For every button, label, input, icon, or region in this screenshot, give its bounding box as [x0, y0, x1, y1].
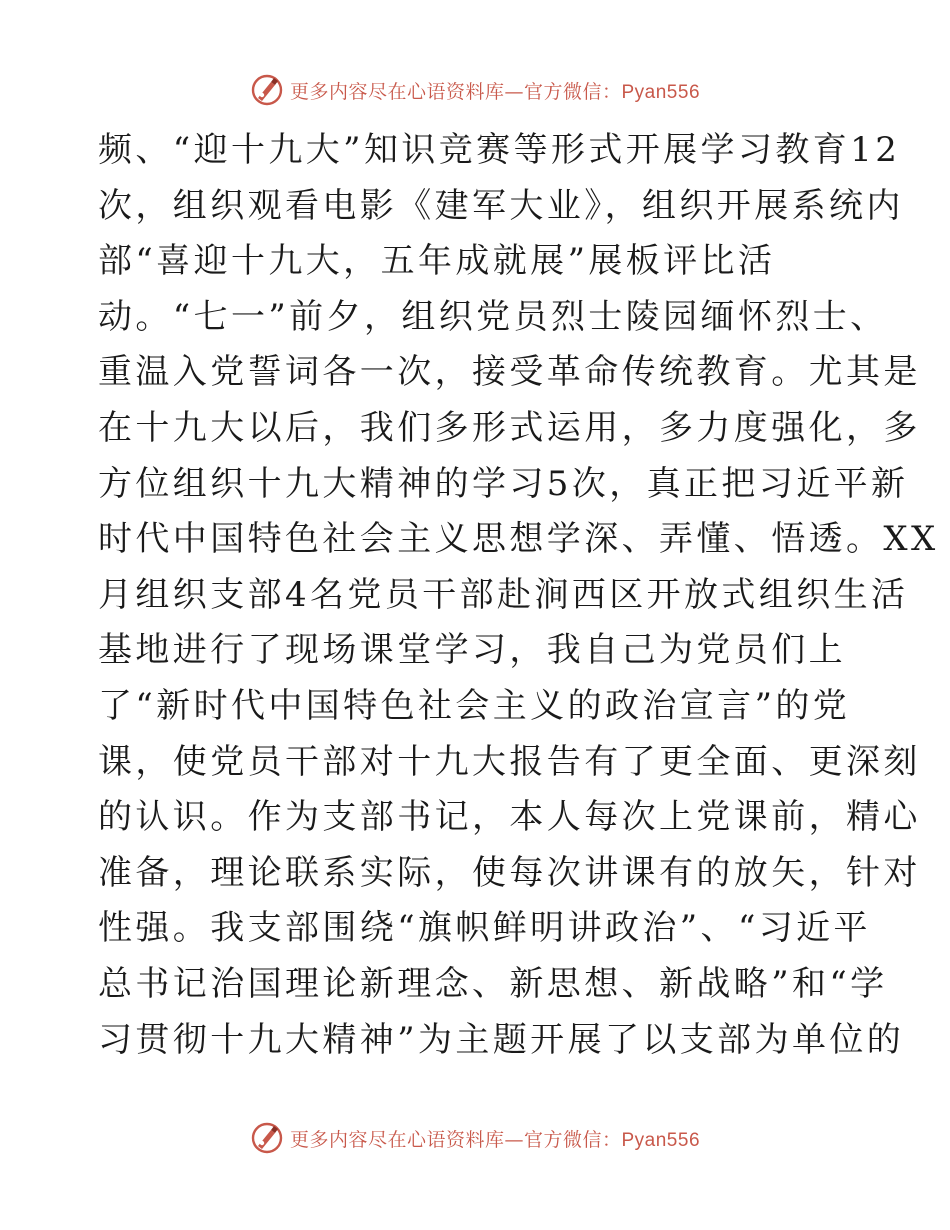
banner-wechat-id: Pyan556 [621, 1129, 701, 1151]
text-line: 基地进行了现场课堂学习，我自己为党员们上 [98, 630, 846, 671]
text-line: 动。“七一”前夕，组织党员烈士陵园缅怀烈士、 [98, 296, 888, 337]
text-line: 月组织支部4名党员干部赴涧西区开放式组织生活 [98, 574, 909, 615]
pen-circle-logo-icon [250, 73, 284, 107]
banner-official: 官方微信： [523, 80, 622, 103]
banner-main: 更多内容尽在心语资料库 [289, 1128, 505, 1151]
text-line: 时代中国特色社会主义思想学深、弄懂、悟透。XX [98, 519, 939, 560]
banner-wechat-id: Pyan556 [621, 81, 701, 103]
text-line: 次，组织观看电影《建军大业》，组织开展系统内 [98, 185, 904, 226]
banner-text [290, 77, 700, 104]
header-banner [0, 70, 950, 110]
text-line: 准备，理论联系实际，使每次讲课有的放矢，针对 [98, 852, 921, 893]
text-line: 总书记治国理论新理念、新思想、新战略”和“学 [98, 963, 888, 1004]
text-line: 频、“迎十九大”知识竞赛等形式开展学习教育12 [98, 130, 901, 170]
pen-circle-logo-icon [250, 1121, 284, 1155]
text-line: 重温入党誓词各一次，接受革命传统教育。尤其是 [98, 352, 921, 393]
banner-text [290, 1125, 700, 1152]
banner-separator: — [504, 1128, 524, 1151]
banner-official: 官方微信： [523, 1128, 622, 1151]
text-line: 在十九大以后，我们多形式运用，多力度强化，多 [98, 407, 921, 448]
text-line: 的认识。作为支部书记，本人每次上党课前，精心 [98, 797, 921, 838]
text-line: 习贯彻十九大精神”为主题开展了以支部为单位的 [98, 1019, 905, 1060]
text-line: 性强。我支部围绕“旗帜鲜明讲政治”、“习近平 [98, 908, 871, 949]
text-line: 方位组织十九大精神的学习5次，真正把习近平新 [98, 463, 909, 504]
text-line: 部“喜迎十九大，五年成就展”展板评比活 [98, 241, 776, 282]
document-body [98, 123, 939, 1068]
text-line: 了“新时代中国特色社会主义的政治宣言”的党 [98, 685, 851, 726]
text-line: 课，使党员干部对十九大报告有了更全面、更深刻 [98, 741, 921, 782]
banner-separator: — [504, 80, 524, 103]
footer-banner [0, 1118, 950, 1158]
banner-main: 更多内容尽在心语资料库 [289, 80, 505, 103]
